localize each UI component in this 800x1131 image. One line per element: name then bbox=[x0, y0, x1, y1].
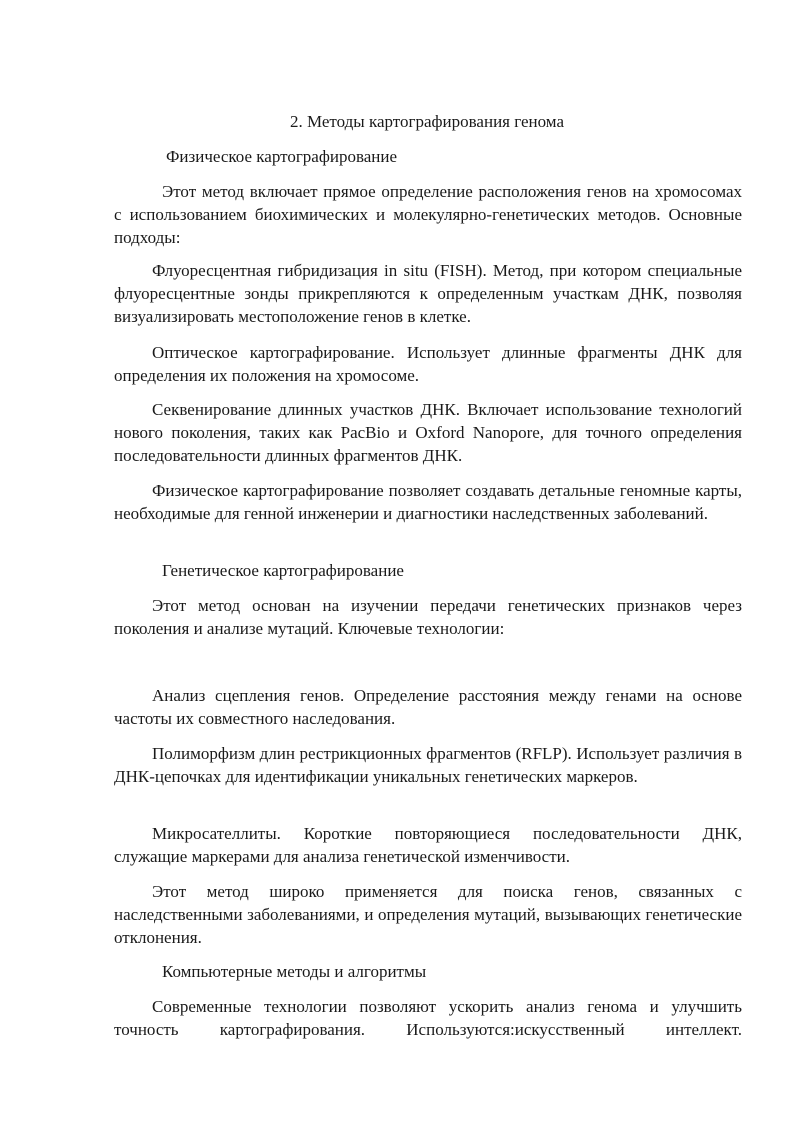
paragraph-physical-item-optical: Оптическое картографирование. Использует длинные фрагменты ДНК для определения их положения на хромосоме. bbox=[114, 343, 742, 385]
paragraph-genetic-intro: Этот метод основан на изучении передачи генетических признаков через поколения и анализе мутаций. Ключевые технологии: bbox=[114, 596, 742, 638]
paragraph-physical-intro: Этот метод включает прямое определение расположения генов на хромосомах с использованием биохимических и молекулярно-генетических методов. Основные подходы: bbox=[114, 182, 742, 247]
paragraph-genetic-summary: Этот метод широко применяется для поиска генов, связанных с наследственными заболеваниями, и определения мутаций, вызывающих генетические отклонения. bbox=[114, 882, 742, 947]
paragraph-genetic-item-linkage: Анализ сцепления генов. Определение расстояния между генами на основе частоты их совместного наследования. bbox=[114, 686, 742, 728]
paragraph-physical-item-sequencing: Секвенирование длинных участков ДНК. Включает использование технологий нового поколения, таких как PacBio и Oxford Nanopore, для точного определения последовательности длинных фрагментов ДНК. bbox=[114, 400, 742, 465]
paragraph-computational-intro: Современные технологии позволяют ускорить анализ генома и улучшить точность картографирования. Используются:искусственный интеллект. bbox=[114, 997, 742, 1039]
paragraph-physical-item-fish: Флуоресцентная гибридизация in situ (FISH). Метод, при котором специальные флуоресцентные зонды прикрепляются к определенным участкам ДНК, позволяя визуализировать местоположение генов в клетке. bbox=[114, 261, 742, 326]
section-heading-physical: Физическое картографирование bbox=[166, 147, 398, 166]
section-heading-genetic: Генетическое картографирование bbox=[162, 561, 404, 580]
paragraph-genetic-item-microsatellites: Микросателлиты. Короткие повторяющиеся последовательности ДНК, служащие маркерами для анализа генетической изменчивости. bbox=[114, 824, 742, 866]
paragraph-genetic-item-rflp: Полиморфизм длин рестрикционных фрагментов (RFLP). Использует различия в ДНК-цепочках для идентификации уникальных генетических маркеров. bbox=[114, 744, 742, 786]
section-heading-computational: Компьютерные методы и алгоритмы bbox=[162, 962, 427, 981]
paragraph-physical-summary: Физическое картографирование позволяет создавать детальные геномные карты, необходимые для генной инженерии и диагностики наследственных заболеваний. bbox=[114, 481, 742, 523]
document-title: 2. Методы картографирования генома bbox=[289, 112, 564, 131]
